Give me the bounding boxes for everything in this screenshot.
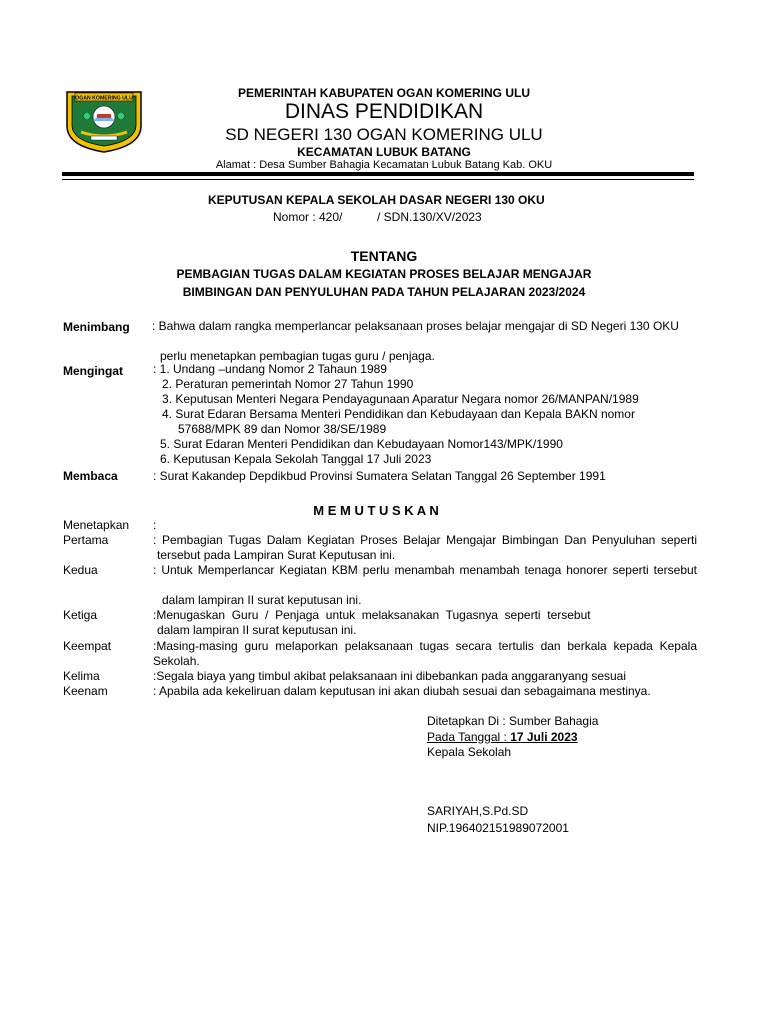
first-text-line2: tersebut pada Lampiran Surat Keputusan ini.: [157, 548, 396, 562]
sixth-label: Keenam: [63, 684, 108, 698]
considering-text-line1: : Bahwa dalam rangka memperlancar pelaksanaan proses belajar mengajar di SD Negeri 130 OKU: [152, 319, 679, 333]
gov-name: PEMERINTAH KABUPATEN OGAN KOMERING ULU: [238, 86, 530, 100]
considering-text-line2: perlu menetapkan pembagian tugas guru / penjaga.: [160, 349, 435, 363]
establish-colon: :: [153, 518, 157, 532]
subject-line-2: BIMBINGAN DAN PENYULUHAN PADA TAHUN PELAJARAN 2023/2024: [182, 285, 586, 299]
second-text-line2: dalam lampiran II surat keputusan ini.: [162, 593, 362, 607]
signer-name: SARIYAH,S.Pd.SD: [427, 804, 529, 818]
school-address: Alamat : Desa Sumber Bahagia Kecamatan Lubuk Batang Kab. OKU: [215, 159, 553, 171]
logo-banner-text: OGAN KOMERING ULU: [75, 95, 133, 102]
third-text-line1: :Menugaskan Guru / Penjaga untuk melaksanakan Tugasnya seperti tersebut: [153, 608, 591, 622]
letterhead-rule-thick: [62, 172, 694, 176]
district-name: KECAMATAN LUBUK BATANG: [297, 145, 471, 159]
about-heading: TENTANG: [350, 248, 418, 264]
recalling-item: 5. Surat Edaran Menteri Pendidikan dan Kebudayaan Nomor143/MPK/1990: [160, 437, 563, 451]
recalling-item: 2. Peraturan pemerintah Nomor 27 Tahun 1990: [162, 377, 414, 391]
third-text-line2: dalam lampiran II surat keputusan ini.: [157, 623, 357, 637]
first-text-line1: : Pembagian Tugas Dalam Kegiatan Proses Belajar Mengajar Bimbingan Dan Penyuluhan seperti: [153, 533, 697, 547]
fifth-text: :Segala biaya yang timbul akibat pelaksanaan ini dibebankan pada anggaranyang sesuai: [153, 669, 627, 683]
fourth-label: Keempat: [63, 639, 112, 653]
decree-number-suffix: / SDN.130/XV/2023: [377, 210, 482, 224]
decree-place: Ditetapkan Di : Sumber Bahagia: [427, 714, 599, 728]
second-text-line1: : Untuk Memperlancar Kegiatan KBM perlu menambah menambah tenaga honorer seperti tersebut: [153, 563, 697, 577]
recalling-label: Mengingat: [63, 364, 123, 378]
recalling-item: : 1. Undang –undang Nomor 2 Tahaun 1989: [153, 362, 387, 376]
decree-title: KEPUTUSAN KEPALA SEKOLAH DASAR NEGERI 130 OKU: [208, 193, 545, 207]
subject-line-1: PEMBAGIAN TUGAS DALAM KEGIATAN PROSES BELAJAR MENGAJAR: [176, 267, 592, 281]
recalling-item: 3. Keputusan Menteri Negara Pendayagunaan Aparatur Negara nomor 26/MANPAN/1989: [162, 392, 639, 406]
reading-text: : Surat Kakandep Depdikbud Provinsi Sumatera Selatan Tanggal 26 September 1991: [153, 469, 606, 483]
letterhead-rule-thin: [62, 179, 694, 180]
decree-date-value: 17 Juli 2023: [510, 730, 578, 744]
third-label: Ketiga: [63, 608, 98, 622]
fourth-text-line2: Sekolah.: [153, 654, 200, 668]
recalling-item: 4. Surat Edaran Bersama Menteri Pendidikan dan Kebudayaan dan Kepala BAKN nomor: [162, 407, 635, 421]
decide-heading: M E M U T U S K A N: [313, 503, 439, 518]
first-label: Pertama: [63, 533, 109, 547]
reading-label: Membaca: [63, 469, 118, 483]
fifth-label: Kelima: [63, 669, 100, 683]
decree-number-prefix: Nomor : 420/: [273, 210, 343, 224]
school-name: SD NEGERI 130 OGAN KOMERING ULU: [225, 125, 543, 144]
second-label: Kedua: [63, 563, 98, 577]
fourth-text-line1: :Masing-masing guru melaporkan pelaksanaan tugas secara tertulis dan berkala kepada Kepala: [153, 639, 697, 653]
signer-role: Kepala Sekolah: [427, 745, 512, 759]
decree-date-prefix: Pada Tanggal :: [427, 730, 511, 744]
decree-date-line: [427, 730, 584, 744]
sixth-text: : Apabila ada kekeliruan dalam keputusan ini akan diubah sesuai dan sebagaimana mestinya.: [153, 684, 651, 698]
agency-name: DINAS PENDIDIKAN: [284, 100, 484, 123]
signer-nip: NIP.196402151989072001: [427, 821, 569, 835]
recalling-item: 57688/MPK 89 dan Nomor 38/SE/1989: [178, 422, 387, 436]
considering-label: Menimbang: [63, 320, 130, 334]
establish-label: Menetapkan: [63, 518, 130, 532]
recalling-item: 6. Keputusan Kepala Sekolah Tanggal 17 Juli 2023: [160, 452, 432, 466]
